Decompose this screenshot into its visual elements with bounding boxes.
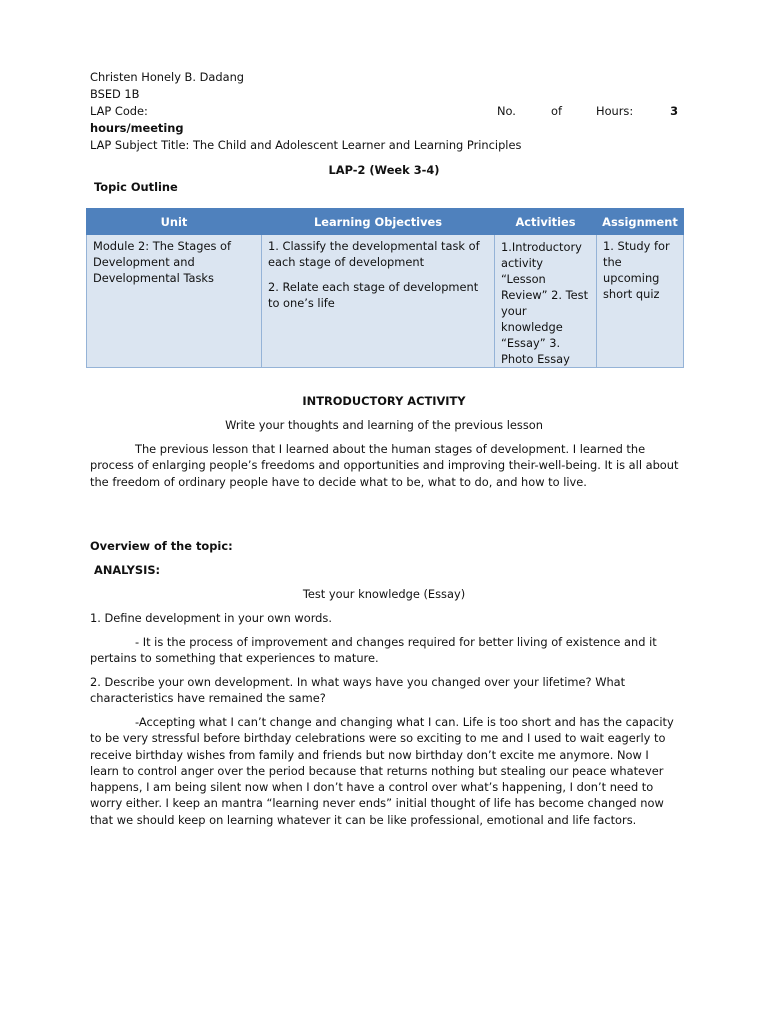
student-section: BSED 1B bbox=[90, 87, 140, 101]
topic-outline-table bbox=[86, 208, 684, 368]
header-activities: Activities bbox=[495, 209, 597, 235]
hours-value: 3 bbox=[670, 104, 678, 118]
objective-item: 2. Relate each stage of development to one’s life bbox=[268, 280, 479, 310]
answer-1: - It is the process of improvement and changes required for better living of existence and it pertains to something that experiences to mature. bbox=[90, 635, 657, 666]
answer-2: -Accepting what I can’t change and changing what I can. Life is too short and has the capacity to be very stressful before birthday celebrations were so exciting to me and I used to wait eagerly to receive birthday wishes from family and friends but now birthday don’t excite me anymore. Now I learn to control anger over the period because that returns nothing but stealing our peace whatever happens, I am being silent now when I don’t have a control over what’s happening, I don’t need to worry either. I keep an mantra “learning never ends” initial thought of life has become changed now that we should keep on learning whatever it can be like professional, emotional and life factors. bbox=[90, 715, 674, 827]
question-2: 2. Describe your own development. In what ways have you changed over your lifetime? What characteristics have remained the same? bbox=[90, 675, 626, 706]
table-row bbox=[87, 235, 684, 368]
intro-heading: INTRODUCTORY ACTIVITY bbox=[302, 394, 466, 408]
overview-label: Overview of the topic: bbox=[90, 539, 233, 553]
unit-cell: Module 2: The Stages of Development and Developmental Tasks bbox=[87, 235, 262, 368]
of-label: of bbox=[551, 104, 562, 118]
no-label: No. bbox=[497, 104, 516, 118]
header-unit: Unit bbox=[87, 209, 262, 235]
intro-instruction: Write your thoughts and learning of the previous lesson bbox=[225, 418, 543, 432]
objectives-cell bbox=[262, 235, 495, 368]
subject-title: LAP Subject Title: The Child and Adolescent Learner and Learning Principles bbox=[90, 138, 522, 152]
topic-outline-label: Topic Outline bbox=[94, 180, 178, 194]
hours-unit: hours/meeting bbox=[90, 121, 184, 135]
lap-code-label: LAP Code: bbox=[90, 104, 148, 118]
header-assignment: Assignment bbox=[597, 209, 684, 235]
question-1: 1. Define development in your own words. bbox=[90, 611, 332, 625]
objective-item: 1. Classify the developmental task of each stage of development bbox=[268, 239, 480, 269]
essay-heading: Test your knowledge (Essay) bbox=[302, 587, 466, 601]
analysis-label: ANALYSIS: bbox=[94, 563, 161, 577]
assignment-cell: 1. Study for the upcoming short quiz bbox=[597, 235, 684, 368]
lap-heading: LAP-2 (Week 3-4) bbox=[328, 163, 440, 177]
activities-cell: 1.Introductory activity “Lesson Review” 2. Test your knowledge “Essay” 3. Photo Essay bbox=[495, 235, 597, 368]
hours-label: Hours: bbox=[596, 104, 634, 118]
lap-code-row bbox=[90, 103, 680, 119]
student-name: Christen Honely B. Dadang bbox=[90, 70, 245, 84]
header-objectives: Learning Objectives bbox=[262, 209, 495, 235]
intro-paragraph: The previous lesson that I learned about the human stages of development. I learned the process of enlarging people’s freedoms and opportunities and improving their-well-being. It is all about the freedom of ordinary people have to decide what to be, what to do, and how to live. bbox=[90, 442, 679, 489]
table-header-row bbox=[87, 209, 684, 235]
